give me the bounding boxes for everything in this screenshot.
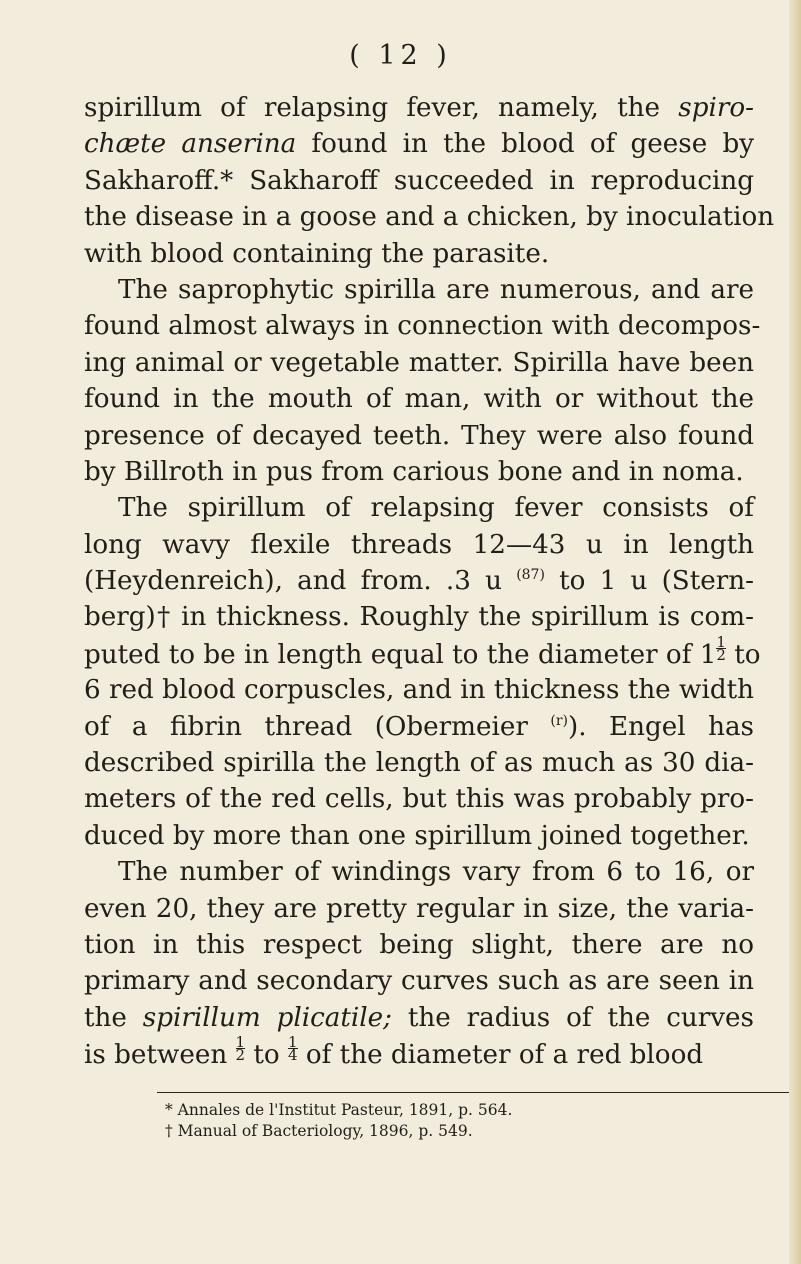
- text-segment: the radius of the curves: [391, 1002, 754, 1033]
- reference-mark: (r): [550, 712, 568, 729]
- text-segment: long wavy flexile threads 12—43 u in length: [84, 529, 754, 560]
- text-line: [84, 563, 754, 599]
- text-segment: found almost always in connection with decompos-: [84, 311, 761, 342]
- text-line: [84, 781, 754, 817]
- text-line: [84, 90, 754, 126]
- text-line: [84, 345, 754, 381]
- text-segment: 6 red blood corpuscles, and in thickness the width: [84, 675, 754, 706]
- text-line: [84, 854, 754, 890]
- text-segment: berg)† in thickness. Roughly the spirillum is com-: [84, 602, 754, 633]
- page-edge: [789, 0, 801, 1264]
- page-number: ( 12 ): [349, 40, 452, 71]
- italic-text: spirillum plicatile;: [142, 1002, 392, 1033]
- fraction-numerator: 1: [716, 632, 726, 651]
- text-segment: tion in this respect being slight, there are no: [84, 929, 754, 960]
- fraction-numerator: 1: [288, 1033, 298, 1052]
- text-line: [84, 1033, 754, 1072]
- footnote-rule: [157, 1092, 789, 1093]
- fraction: [716, 632, 726, 664]
- footnotes: [165, 1100, 765, 1142]
- text-segment: of a fibrin thread (Obermeier: [84, 711, 551, 742]
- text-segment: The saprophytic spirilla are numerous, and are: [118, 274, 754, 305]
- text-segment: described spirilla the length of as much as 30 dia-: [84, 748, 754, 779]
- text-segment: ing animal or vegetable matter. Spirilla have been: [84, 347, 754, 378]
- text-line: [84, 381, 754, 417]
- text-segment: The spirillum of relapsing fever consists of: [118, 493, 754, 524]
- text-line: [84, 1000, 754, 1036]
- text-line: [84, 745, 754, 781]
- text-segment: to: [725, 639, 761, 670]
- text-segment: the disease in a goose and a chicken, by inoculation: [84, 202, 775, 233]
- text-line: [84, 818, 754, 854]
- text-segment: meters of the red cells, but this was probably pro-: [84, 784, 754, 815]
- text-segment: duced by more than one spirillum joined together.: [84, 820, 750, 851]
- text-line: [84, 454, 754, 490]
- text-line: [84, 599, 754, 635]
- text-segment: (Heydenreich), and from. .3 u: [84, 566, 517, 597]
- text-line: [84, 963, 754, 999]
- text-segment: of the diameter of a red blood: [297, 1040, 704, 1071]
- text-line: [84, 672, 754, 708]
- text-segment: The number of windings vary from 6 to 16, or: [118, 857, 754, 888]
- text-segment: with blood containing the parasite.: [84, 238, 550, 269]
- text-segment: primary and secondary curves such as are seen in: [84, 966, 754, 997]
- text-segment: the: [84, 1002, 143, 1033]
- text-segment: is between: [84, 1040, 236, 1071]
- fraction-numerator: 1: [235, 1033, 246, 1052]
- text-line: [84, 236, 754, 272]
- text-line: [84, 632, 761, 672]
- footnote: † Manual of Bacteriology, 1896, p. 549.: [165, 1122, 473, 1140]
- text-line: [84, 126, 754, 162]
- footnote: * Annales de l'Institut Pasteur, 1891, p. 564.: [165, 1101, 513, 1119]
- text-line: [84, 709, 754, 745]
- fraction-denominator: 4: [288, 1046, 298, 1065]
- text-segment: even 20, they are pretty regular in size, the varia-: [84, 893, 754, 924]
- italic-text: spiro-: [678, 93, 754, 123]
- text-line: [84, 490, 754, 526]
- text-line: [84, 418, 754, 454]
- italic-text: chæte anserina: [84, 129, 297, 160]
- reference-mark: (87): [516, 567, 545, 584]
- text-line: [84, 272, 754, 308]
- text-segment: spirillum of relapsing fever, namely, the: [84, 93, 679, 123]
- text-segment: presence of decayed teeth. They were also found: [84, 420, 754, 451]
- text-line: [84, 927, 754, 963]
- fraction: [235, 1033, 246, 1065]
- text-segment: puted to be in length equal to the diameter of 1: [84, 639, 717, 670]
- body-text: [84, 90, 775, 1073]
- text-line: [84, 891, 754, 927]
- text-segment: found in the mouth of man, with or without the: [84, 384, 754, 415]
- text-line: [84, 199, 775, 235]
- fraction-denominator: 2: [716, 645, 726, 664]
- fraction: [288, 1033, 298, 1065]
- text-segment: to 1 u (Stern-: [544, 566, 754, 597]
- text-segment: to: [245, 1040, 289, 1071]
- text-segment: ). Engel has: [567, 711, 754, 742]
- text-segment: found in the blood of geese by: [296, 129, 755, 160]
- fraction-denominator: 2: [235, 1046, 246, 1065]
- text-segment: by Billroth in pus from carious bone and in noma.: [84, 456, 744, 487]
- text-segment: Sakharoff.* Sakharoff succeeded in reproducing: [84, 165, 754, 196]
- text-line: [84, 163, 754, 199]
- text-line: [84, 308, 761, 344]
- text-line: [84, 527, 754, 563]
